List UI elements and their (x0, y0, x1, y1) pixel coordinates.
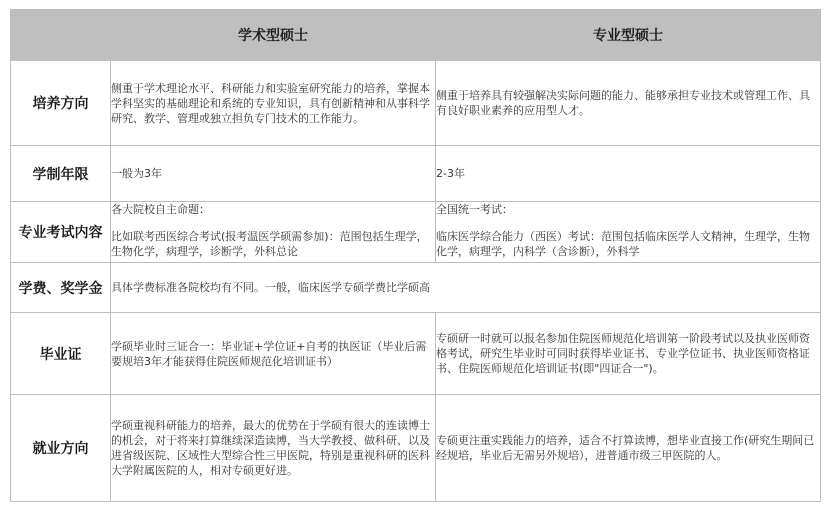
row-label-diploma: 毕业证 (11, 313, 111, 395)
header-row (11, 10, 821, 61)
row-label-duration: 学制年限 (11, 146, 111, 202)
header-academic-master: 学术型硕士 (111, 10, 436, 61)
academic-exam-content (111, 202, 436, 263)
spacer (111, 217, 435, 229)
professional-exam-content (436, 202, 821, 263)
academic-career-direction: 学硕重视科研能力的培养，最大的优势在于学硕有很大的连读博士的机会，对于将来打算继续深造读博，当大学教授、做科研、以及进省级医院、区域性大型综合性三甲医院，特别是重视科研的医科大学附属医院的人，相对专硕更好进。 (111, 395, 436, 502)
professional-training-direction: 侧重于培养具有较强解决实际问题的能力、能够承担专业技术或管理工作、具有良好职业素养的应用型人才。 (436, 61, 821, 146)
professional-exam-detail: 临床医学综合能力（西医）考试：范围包括临床医学人文精神，生理学，生物化学，病理学，内科学（含诊断），外科学 (436, 230, 810, 258)
table-row (11, 61, 821, 146)
academic-exam-heading: 各大院校自主命题： (111, 203, 210, 216)
row-label-exam-content: 专业考试内容 (11, 202, 111, 263)
row-label-tuition-scholarship: 学费、奖学金 (11, 263, 111, 313)
table-row (11, 202, 821, 263)
header-empty-cell (11, 10, 111, 61)
professional-duration: 2-3年 (436, 146, 821, 202)
tuition-scholarship-info: 具体学费标准各院校均有不同。一般，临床医学专硕学费比学硕高 (111, 263, 821, 313)
academic-duration: 一般为3年 (111, 146, 436, 202)
academic-training-direction: 侧重于学术理论水平、科研能力和实验室研究能力的培养，掌握本学科坚实的基础理论和系统的专业知识，具有创新精神和从事科学研究、教学、管理或独立担负专门技术的工作能力。 (111, 61, 436, 146)
table-row (11, 146, 821, 202)
professional-diploma: 专硕研一时就可以报名参加住院医师规范化培训第一阶段考试以及执业医师资格考试，研究生毕业时可同时获得毕业证书、专业学位证书、执业医师资格证书、住院医师规范化培训证书(即"四证合一")。 (436, 313, 821, 395)
professional-career-direction: 专硕更注重实践能力的培养，适合不打算读博，想毕业直接工作(研究生期间已经规培，毕业后无需另外规培），进普通市级三甲医院的人。 (436, 395, 821, 502)
academic-diploma: 学硕毕业时三证合一：毕业证+学位证+自考的执医证（毕业后需要规培3年才能获得住院医师规范化培训证书） (111, 313, 436, 395)
header-professional-master: 专业型硕士 (436, 10, 821, 61)
table-row (11, 313, 821, 395)
table-row (11, 395, 821, 502)
row-label-career-direction: 就业方向 (11, 395, 111, 502)
professional-exam-heading: 全国统一考试： (436, 203, 513, 216)
academic-exam-detail: 比如联考西医综合考试(报考温医学硕需参加)：范围包括生理学，生物化学，病理学，诊断学，外科总论 (111, 230, 428, 258)
comparison-table (10, 9, 821, 502)
spacer (436, 217, 820, 229)
row-label-training-direction: 培养方向 (11, 61, 111, 146)
table-row (11, 263, 821, 313)
